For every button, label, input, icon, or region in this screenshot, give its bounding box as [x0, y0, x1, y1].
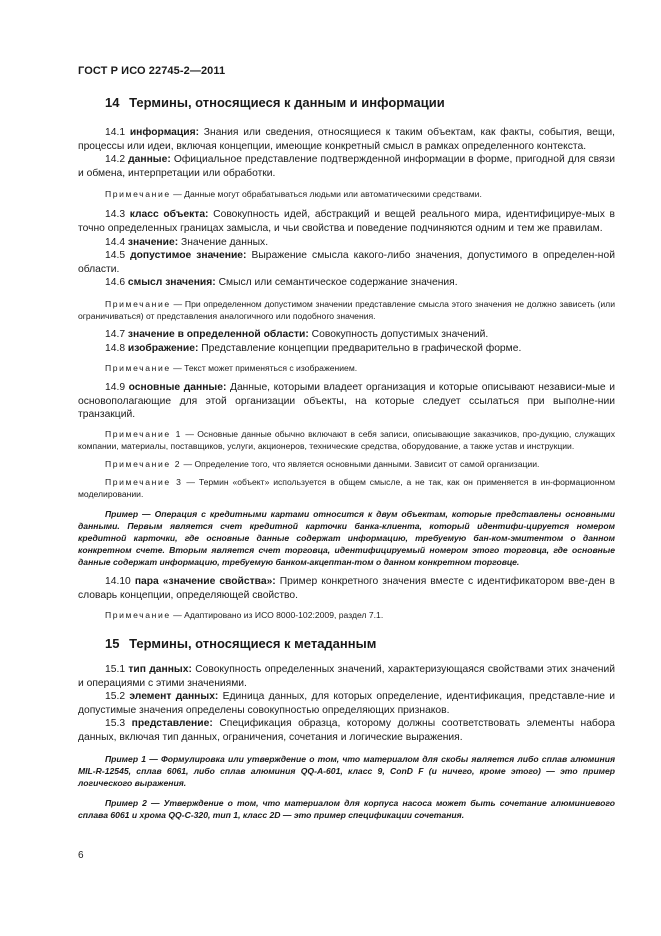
section-15-heading — [105, 635, 615, 653]
definition-14-3: 14.3 класс объекта: Совокупность идей, абстракций и вещей реального мира, идентифицируе-мых в точно определенных границах замысла, и чьи свойства и поведение подчиняются одним и тем же правилам. — [78, 209, 615, 234]
definition-14-8: 14.8 изображение: Представление концепции предварительно в графической форме. — [105, 342, 522, 354]
section-number: 14 — [105, 95, 120, 110]
section-number: 15 — [105, 636, 120, 652]
definition-15-3: 15.3 представление: Спецификация образца, которому должны соответствовать элементы набора данных, включая тип данных, ограничения, сочетания и логические выражения. — [78, 718, 615, 744]
definition-15-1: 15.1 тип данных: Совокупность определенных значений, характеризующаяся свойствами этих значений и операциями с этими значениями. — [78, 664, 615, 689]
example-15-3-1: Пример 1 — Формулировка или утверждение о том, что материалом для скобы является либо сплав алюминия MIL-R-12545, сплав 6061, либо сплав алюминия QQ-A-601, класс 9, ConD F (и ничего, кроме этого) — это пример логического выражения. — [78, 753, 615, 788]
document-header: ГОСТ Р ИСО 22745-2—2011 — [78, 65, 226, 77]
note-14-9-1: Примечание 1 — Основные данные обычно включают в себя записи, описывающие заказчиков, про-дукцию, служащих компании, материалы, поставщиков, услуги, акционеров, технические средства, оборудование, а также устав и инструкции. — [78, 428, 615, 451]
note-14-8: Примечание — Текст может применяться с изображением. — [105, 363, 358, 374]
page-content — [78, 92, 615, 821]
note-14-9-2: Примечание 2 — Определение того, что является основными данными. Зависит от самой организации. — [105, 458, 540, 469]
section-title: Термины, относящиеся к данным и информации — [129, 95, 445, 110]
note-14-2: Примечание — Данные могут обрабатываться людьми или автоматическими средствами. — [105, 189, 482, 200]
section-14-heading — [105, 94, 615, 112]
note-14-9-3: Примечание 3 — Термин «объект» используется в общем смысле, а не так, как он применяется в ин-формационном моделировании. — [78, 476, 616, 499]
example-14-9: Пример — Операция с кредитными картами относится к двум объектам, которые представлены основными данными. Первым является счет кредитной карточки банка-клиента, который идентифи-цируется номером кредитной карточки, где основные данные содержат информацию, требуемую бан-ком-эмитентом о данном конкретном счете. Вторым является счет торговца, идентифицируемый номером этого торговца, где основные данные содержат информацию, требуемую банком-акцептан-том о данном конкретном торговце. — [78, 508, 615, 567]
definition-14-7: 14.7 значение в определенной области: Совокупность допустимых значений. — [105, 328, 489, 340]
definition-14-10: 14.10 пара «значение свойства»: Пример конкретного значения вместе с идентификатором вве-ден в словарь концепции, определяющей свойство. — [78, 575, 615, 601]
section-title: Термины, относящиеся к метаданным — [129, 636, 377, 652]
definition-15-2: 15.2 элемент данных: Единица данных, для которых определение, идентификация, представле-ние и допустимые значения определены совокупностью определяющих признаков. — [78, 691, 615, 716]
definition-14-4: 14.4 значение: Значение данных. — [105, 236, 269, 248]
definition-14-9: 14.9 основные данные: Данные, которыми владеет организация и которые описывают независи-мые и основополагающие для этой организации объекты, на которые следует ссылаться при выполне-нии транзакций. — [78, 382, 615, 421]
definition-14-5: 14.5 допустимое значение: Выражение смысла какого-либо значения, допустимого в определен-ной области. — [78, 250, 615, 275]
note-14-10: Примечание — Адаптировано из ИСО 8000-102:2009, раздел 7.1. — [105, 610, 384, 621]
example-15-3-2: Пример 2 — Утверждение о том, что материалом для корпуса насоса может быть сочетание алюминиевого сплава 6061 и хрома QQ-C-320, тип 1, класс 2D — это пример спецификации сочетания. — [78, 797, 615, 820]
definition-14-2: 14.2 данные: Официальное представление подтвержденной информации в форме, пригодной для связи и обмена, интерпретации или обработки. — [78, 154, 615, 179]
note-14-6: Примечание — При определенном допустимом значении представление смысла этого значения не должно зависеть (или ограничиваться) от представления аналогичного или подобного значения. — [78, 298, 615, 321]
definition-14-1: 14.1 информация: Знания или сведения, относящиеся к таким объектам, как факты, события, вещи, процессы или идеи, включая концепции, имеющие конкретный смысл в рамках определенного контекста. — [78, 127, 615, 152]
page-number: 6 — [78, 850, 84, 861]
definition-14-6: 14.6 смысл значения: Смысл или семантическое содержание значения. — [105, 277, 458, 289]
